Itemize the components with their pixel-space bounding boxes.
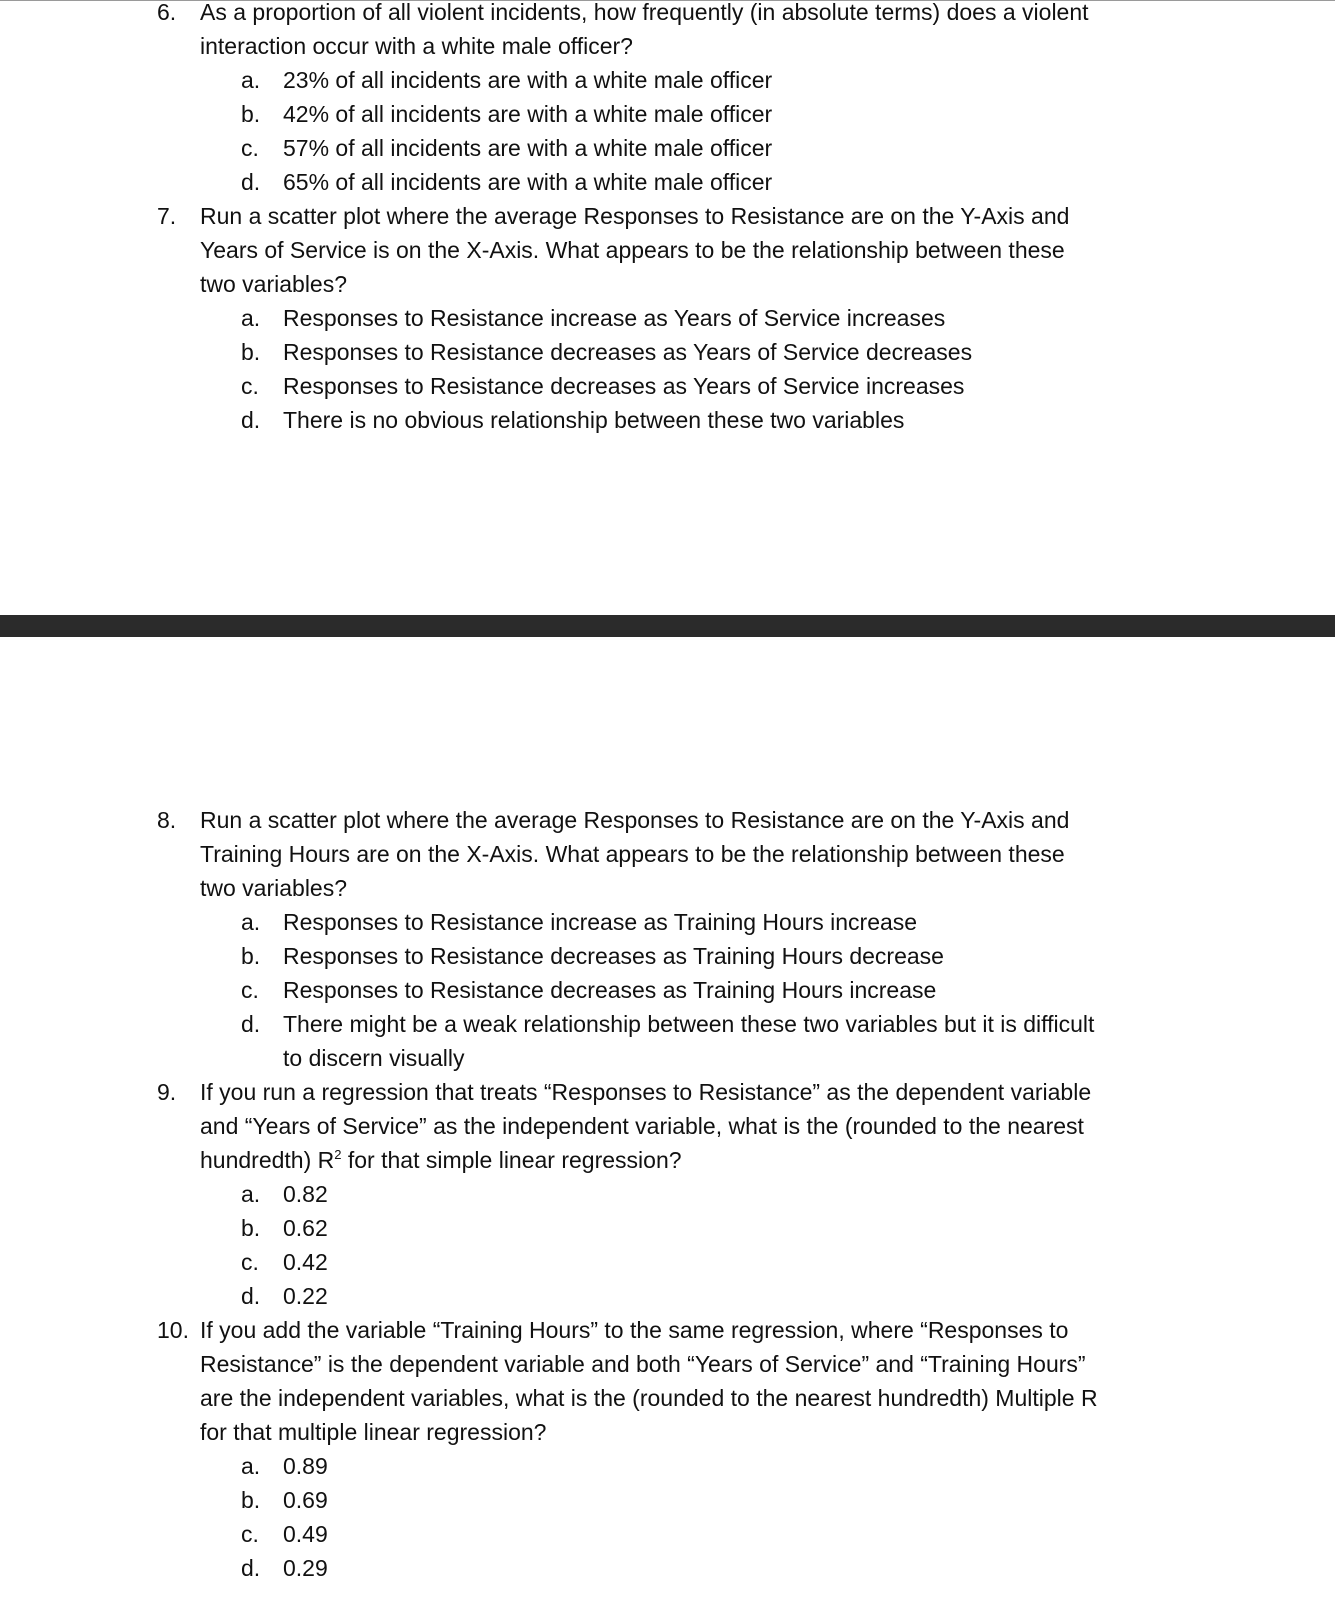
page-divider [0,615,1335,637]
option-letter: b. [241,943,261,969]
option-letter: c. [241,135,259,161]
option-text: Responses to Resistance increase as Training Hours increase [283,909,918,935]
question-number: 6. [157,0,177,25]
option-text: Responses to Resistance increase as Years of Service increases [283,305,946,331]
question-text: for that multiple linear regression? [200,1419,547,1445]
question-number: 7. [157,203,177,229]
option-text: 0.22 [283,1283,328,1309]
option-letter: d. [241,1011,261,1037]
option-letter: c. [241,1249,259,1275]
question-text-with-superscript [200,1143,682,1177]
option-letter: c. [241,1521,259,1547]
question-number: 10. [157,1317,189,1343]
question-text: interaction occur with a white male officer? [200,33,633,59]
option-letter: b. [241,339,261,365]
option-letter: d. [241,169,261,195]
option-letter: b. [241,1215,261,1241]
question-text: hundredth) R [200,1147,335,1173]
question-text: two variables? [200,271,348,297]
option-text: 0.89 [283,1453,328,1479]
option-letter: a. [241,67,261,93]
option-letter: c. [241,977,259,1003]
option-text: There is no obvious relationship between these two variables [283,407,905,433]
option-text: 0.42 [283,1249,328,1275]
option-text: 0.69 [283,1487,328,1513]
question-text: Run a scatter plot where the average Responses to Resistance are on the Y-Axis and [200,203,1070,229]
option-letter: b. [241,101,261,127]
question-text: Resistance” is the dependent variable and both “Years of Service” and “Training Hours” [200,1351,1086,1377]
question-text: Years of Service is on the X-Axis. What appears to be the relationship between these [200,237,1065,263]
option-text: There might be a weak relationship between these two variables but it is difficult [283,1011,1095,1037]
option-letter: d. [241,1555,261,1581]
option-letter: d. [241,407,261,433]
option-text: 0.29 [283,1555,328,1581]
option-text: Responses to Resistance decreases as Years of Service increases [283,373,965,399]
option-letter: b. [241,1487,261,1513]
question-text-tail: for that simple linear regression? [341,1147,682,1173]
question-text: Training Hours are on the X-Axis. What appears to be the relationship between these [200,841,1065,867]
option-text: 0.82 [283,1181,328,1207]
option-letter: a. [241,1453,261,1479]
question-text: As a proportion of all violent incidents, how frequently (in absolute terms) does a violent [200,0,1089,25]
option-letter: a. [241,305,261,331]
question-text: and “Years of Service” as the independent variable, what is the (rounded to the nearest [200,1113,1084,1139]
superscript-two: 2 [334,1147,342,1162]
option-text: 42% of all incidents are with a white male officer [283,101,773,127]
question-text: If you add the variable “Training Hours” to the same regression, where “Responses to [200,1317,1069,1343]
option-text: Responses to Resistance decreases as Training Hours decrease [283,943,944,969]
option-text: Responses to Resistance decreases as Years of Service decreases [283,339,973,365]
option-text: Responses to Resistance decreases as Training Hours increase [283,977,937,1003]
question-number: 9. [157,1079,177,1105]
option-letter: a. [241,909,261,935]
option-text: to discern visually [283,1045,465,1071]
option-letter: d. [241,1283,261,1309]
question-text: If you run a regression that treats “Responses to Resistance” as the dependent variable [200,1079,1092,1105]
question-number: 8. [157,807,177,833]
question-text: Run a scatter plot where the average Responses to Resistance are on the Y-Axis and [200,807,1070,833]
option-text: 57% of all incidents are with a white male officer [283,135,773,161]
option-letter: c. [241,373,259,399]
question-text: two variables? [200,875,348,901]
option-text: 23% of all incidents are with a white male officer [283,67,773,93]
option-text: 65% of all incidents are with a white male officer [283,169,773,195]
option-text: 0.49 [283,1521,328,1547]
option-text: 0.62 [283,1215,328,1241]
option-letter: a. [241,1181,261,1207]
question-text: are the independent variables, what is the (rounded to the nearest hundredth) Multiple R [200,1385,1098,1411]
